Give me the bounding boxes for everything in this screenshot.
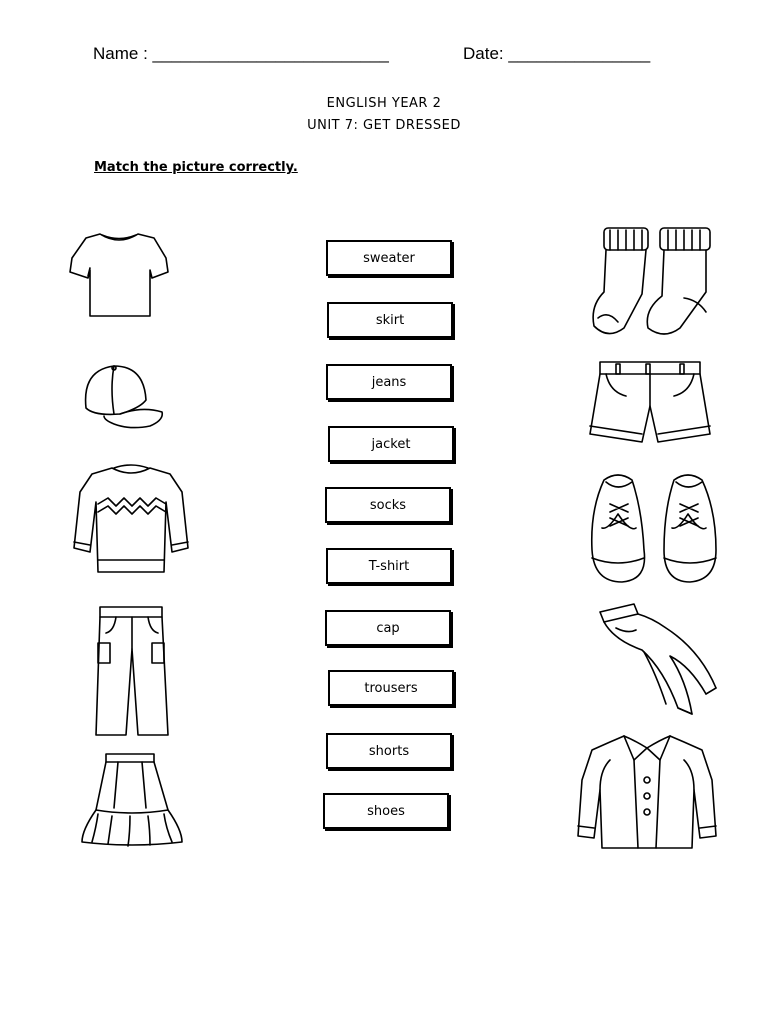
date-line[interactable]: Date: _______________ (463, 44, 651, 63)
skirt-picture[interactable] (78, 750, 186, 850)
worksheet-title: ENGLISH YEAR 2 (326, 96, 442, 111)
jeans-picture[interactable] (594, 600, 720, 720)
t-shirt-picture[interactable] (66, 228, 172, 322)
word-box-skirt[interactable]: skirt (327, 302, 453, 338)
word-box-cap[interactable]: cap (325, 610, 451, 646)
word-box-jacket[interactable]: jacket (328, 426, 454, 462)
instruction-text: Match the picture correctly. (94, 160, 298, 175)
trousers-picture[interactable] (92, 603, 172, 739)
sweater-picture[interactable] (70, 462, 192, 578)
word-box-shorts[interactable]: shorts (326, 733, 452, 769)
word-box-jeans[interactable]: jeans (326, 364, 452, 400)
shorts-picture[interactable] (586, 358, 714, 452)
word-box-sweater[interactable]: sweater (326, 240, 452, 276)
word-box-shoes[interactable]: shoes (323, 793, 449, 829)
word-box-trousers[interactable]: trousers (328, 670, 454, 706)
worksheet-subtitle: UNIT 7: GET DRESSED (307, 118, 461, 133)
word-box-t-shirt[interactable]: T-shirt (326, 548, 452, 584)
shoes-picture[interactable] (588, 470, 720, 588)
cap-picture[interactable] (80, 360, 166, 440)
name-line[interactable]: Name : _________________________ (93, 44, 389, 63)
jacket-picture[interactable] (574, 730, 720, 854)
word-box-socks[interactable]: socks (325, 487, 451, 523)
socks-picture[interactable] (588, 222, 724, 342)
